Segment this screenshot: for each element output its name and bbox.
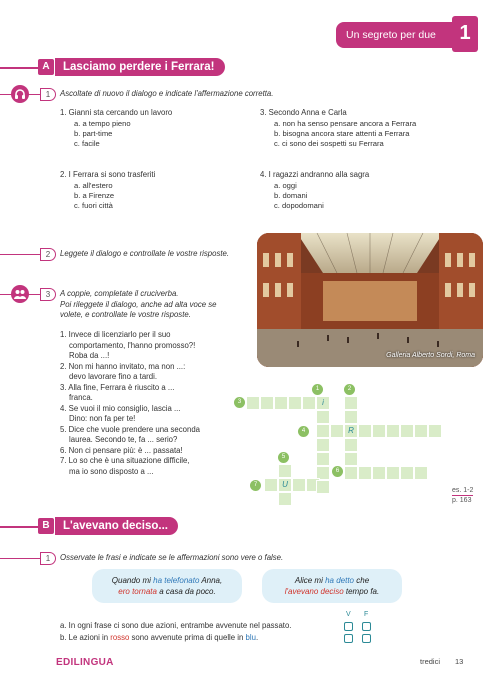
answer-option[interactable]: b. part-time [74,128,113,138]
crossword-cell[interactable] [316,410,330,424]
instruction-line: Poi rileggete il dialogo, anche ad alta voce se [60,299,217,309]
statement-text: sono avvenute prima di quelle in [129,633,246,642]
section-b-title: L'avevano deciso... [55,517,178,535]
example-bubble-1 [92,569,242,603]
crossword-cell[interactable] [344,452,358,466]
section-a-letter: A [38,59,54,75]
exercise-number: 1 [40,552,56,565]
clue-line: devo lavorare fino a tardi. [69,372,157,381]
crossword-cell[interactable] [414,424,428,438]
crossword-cell[interactable] [344,466,358,480]
crossword-cell[interactable] [344,410,358,424]
bubble-text-blue: ha telefonato [153,576,200,585]
clue-line: laurea. Secondo te, fa ... serio? [69,435,178,444]
true-label: V [346,611,351,618]
answer-option[interactable]: a. oggi [274,180,297,190]
statement-b [60,633,258,644]
clue-line: 5. Dice che vuole prendere una seconda [60,424,201,434]
clue-line: Dino: non fa per te! [69,414,136,423]
section-a-title: Lasciamo perdere i Ferrara! [55,58,225,76]
bubble-text: Alice mi [294,576,326,585]
clue-line: ma io sono disposto a ... [69,466,154,476]
reference-line: es. 1-2 [452,487,474,494]
bubble-text: a casa da poco. [156,587,216,596]
exercise-instruction: Ascoltate di nuovo il dialogo e indicate l'affermazione corretta. [60,89,274,98]
crossword-cell[interactable] [358,466,372,480]
exercise-reference [452,486,473,505]
crossword-cell[interactable] [292,478,306,492]
crossword-cell[interactable] [278,492,292,506]
crossword-cell[interactable] [372,466,386,480]
bubble-text-blue: ha detto [325,576,355,585]
crossword-cell[interactable] [260,396,274,410]
answer-option[interactable]: c. fuori città [74,200,113,210]
crossword-cell[interactable] [246,396,260,410]
crossword-number: 2 [344,384,355,395]
answer-option[interactable]: a. all'estero [74,180,113,190]
answer-option[interactable]: c. dopodomani [274,200,324,210]
instruction-line: volete, e controllate le vostre risposte. [60,310,191,319]
crossword-cell[interactable] [344,396,358,410]
false-checkbox[interactable] [362,634,371,643]
crossword-cell[interactable] [386,466,400,480]
statement-text: . [255,633,259,642]
bubble-text-red: ero tornata [118,587,157,596]
crossword-cell[interactable] [278,464,292,478]
exercise-line [0,558,40,559]
chapter-tab [336,22,454,48]
crossword-cell[interactable] [288,396,302,410]
crossword-cell[interactable] [358,424,372,438]
statement-a: a. In ogni frase ci sono due azioni, entrambe avvenute nel passato. [60,621,292,630]
page-number: 13 [455,657,464,666]
answer-option[interactable]: b. a Firenze [74,190,115,200]
answer-option[interactable]: a. non ha senso pensare ancora a Ferrara [274,118,417,128]
answer-option[interactable]: b. domani [274,190,308,200]
question-block-2 [60,170,240,211]
statement-text-red: rosso [110,633,130,642]
headphones-icon [11,85,29,103]
crossword-cell[interactable] [274,396,288,410]
instruction-line: A coppie, completate il cruciverba. [60,289,179,298]
crossword-cell[interactable] [330,424,344,438]
exercise-instruction: Osservate le frasi e indicate se le affermazioni sono vere o false. [60,553,284,562]
crossword-cell[interactable] [316,438,330,452]
section-a-line [0,67,40,69]
crossword-cell[interactable] [316,424,330,438]
publisher-logo: EDILINGUA [56,657,114,668]
false-checkbox[interactable] [362,622,371,631]
crossword-cell[interactable] [428,424,442,438]
photo-caption: Galleria Alberto Sordi, Roma [386,352,475,359]
gallery-photo [257,233,483,367]
exercise-instruction: Leggete il dialogo e controllate le vostre risposte. [60,249,230,258]
answer-option[interactable]: c. facile [74,138,100,148]
crossword-cell[interactable] [400,424,414,438]
question-block-3 [260,108,460,149]
clue-line: franca. [69,393,93,402]
question-text: 2. I Ferrara si sono trasferiti [60,170,156,179]
bubble-text: tempo fa. [343,587,380,596]
example-bubble-2 [262,569,402,603]
crossword-cell[interactable] [386,424,400,438]
crossword-number: 5 [278,452,289,463]
crossword-cell[interactable] [316,480,330,494]
question-block-1 [60,108,240,149]
crossword-grid [232,380,452,500]
pair-work-icon [11,285,29,303]
exercise-line [0,254,40,255]
clue-line: 6. Non ci pensare più: è ... passata! [60,445,183,455]
statement-text: b. Le azioni in [60,633,111,642]
crossword-number: 7 [250,480,261,491]
clue-line: 4. Se vuoi il mio consiglio, lascia ... [60,403,181,413]
section-b-line [0,526,40,528]
page-word: tredici [420,657,441,666]
crossword-clues [60,330,240,477]
bubble-text: Anna, [199,576,223,585]
crossword-cell[interactable] [316,452,330,466]
crossword-number: 6 [332,466,343,477]
bubble-text: Quando mi [111,576,154,585]
crossword-cell[interactable] [372,424,386,438]
crossword-cell[interactable] [414,466,428,480]
clue-line: comportamento, l'hanno promosso?! [69,340,196,350]
clue-line: 1. Invece di licenziarlo per il suo [60,330,171,339]
crossword-number: 4 [298,426,309,437]
clue-line: 7. Lo so che è una situazione difficile, [60,456,190,465]
crossword-cell[interactable] [400,466,414,480]
statement-text-blue: blu [245,633,256,642]
crossword-cell[interactable] [344,438,358,452]
clue-line: 3. Alla fine, Ferrara è riuscito a ... [60,382,175,392]
true-checkbox[interactable] [344,622,353,631]
exercise-number: 1 [40,88,56,101]
question-text: 1. Gianni sta cercando un lavoro [60,108,173,117]
answer-option[interactable]: a. a tempo pieno [74,118,131,128]
crossword-cell[interactable]: U [278,478,292,492]
crossword-number: 3 [234,397,245,408]
bubble-text-red: l'avevano deciso [284,587,344,596]
true-checkbox[interactable] [344,634,353,643]
crossword-cell[interactable] [302,396,316,410]
answer-option[interactable]: c. ci sono dei sospetti su Ferrara [274,138,384,148]
bubble-text: che [354,576,370,585]
exercise-instruction [60,289,260,321]
crossword-cell[interactable] [264,478,278,492]
question-block-4 [260,170,460,211]
crossword-cell[interactable]: i [316,396,330,410]
chapter-title: Un segreto per due [346,29,436,41]
section-b-letter: B [38,518,54,534]
exercise-number: 3 [40,288,56,301]
crossword-cell[interactable]: R [344,424,358,438]
question-text: 4. I ragazzi andranno alla sagra [260,170,370,179]
false-label: F [364,611,369,618]
question-text: 3. Secondo Anna e Carla [260,108,347,117]
crossword-number: 1 [312,384,323,395]
clue-line: 2. Non mi hanno invitato, ma non ...: [60,361,186,371]
chapter-number: 1 [452,16,478,52]
reference-line: p. 163 [452,497,472,504]
clue-line: Roba da ...! [69,351,110,360]
exercise-number: 2 [40,248,56,261]
answer-option[interactable]: b. bisogna ancora stare attenti a Ferrara [274,128,410,138]
